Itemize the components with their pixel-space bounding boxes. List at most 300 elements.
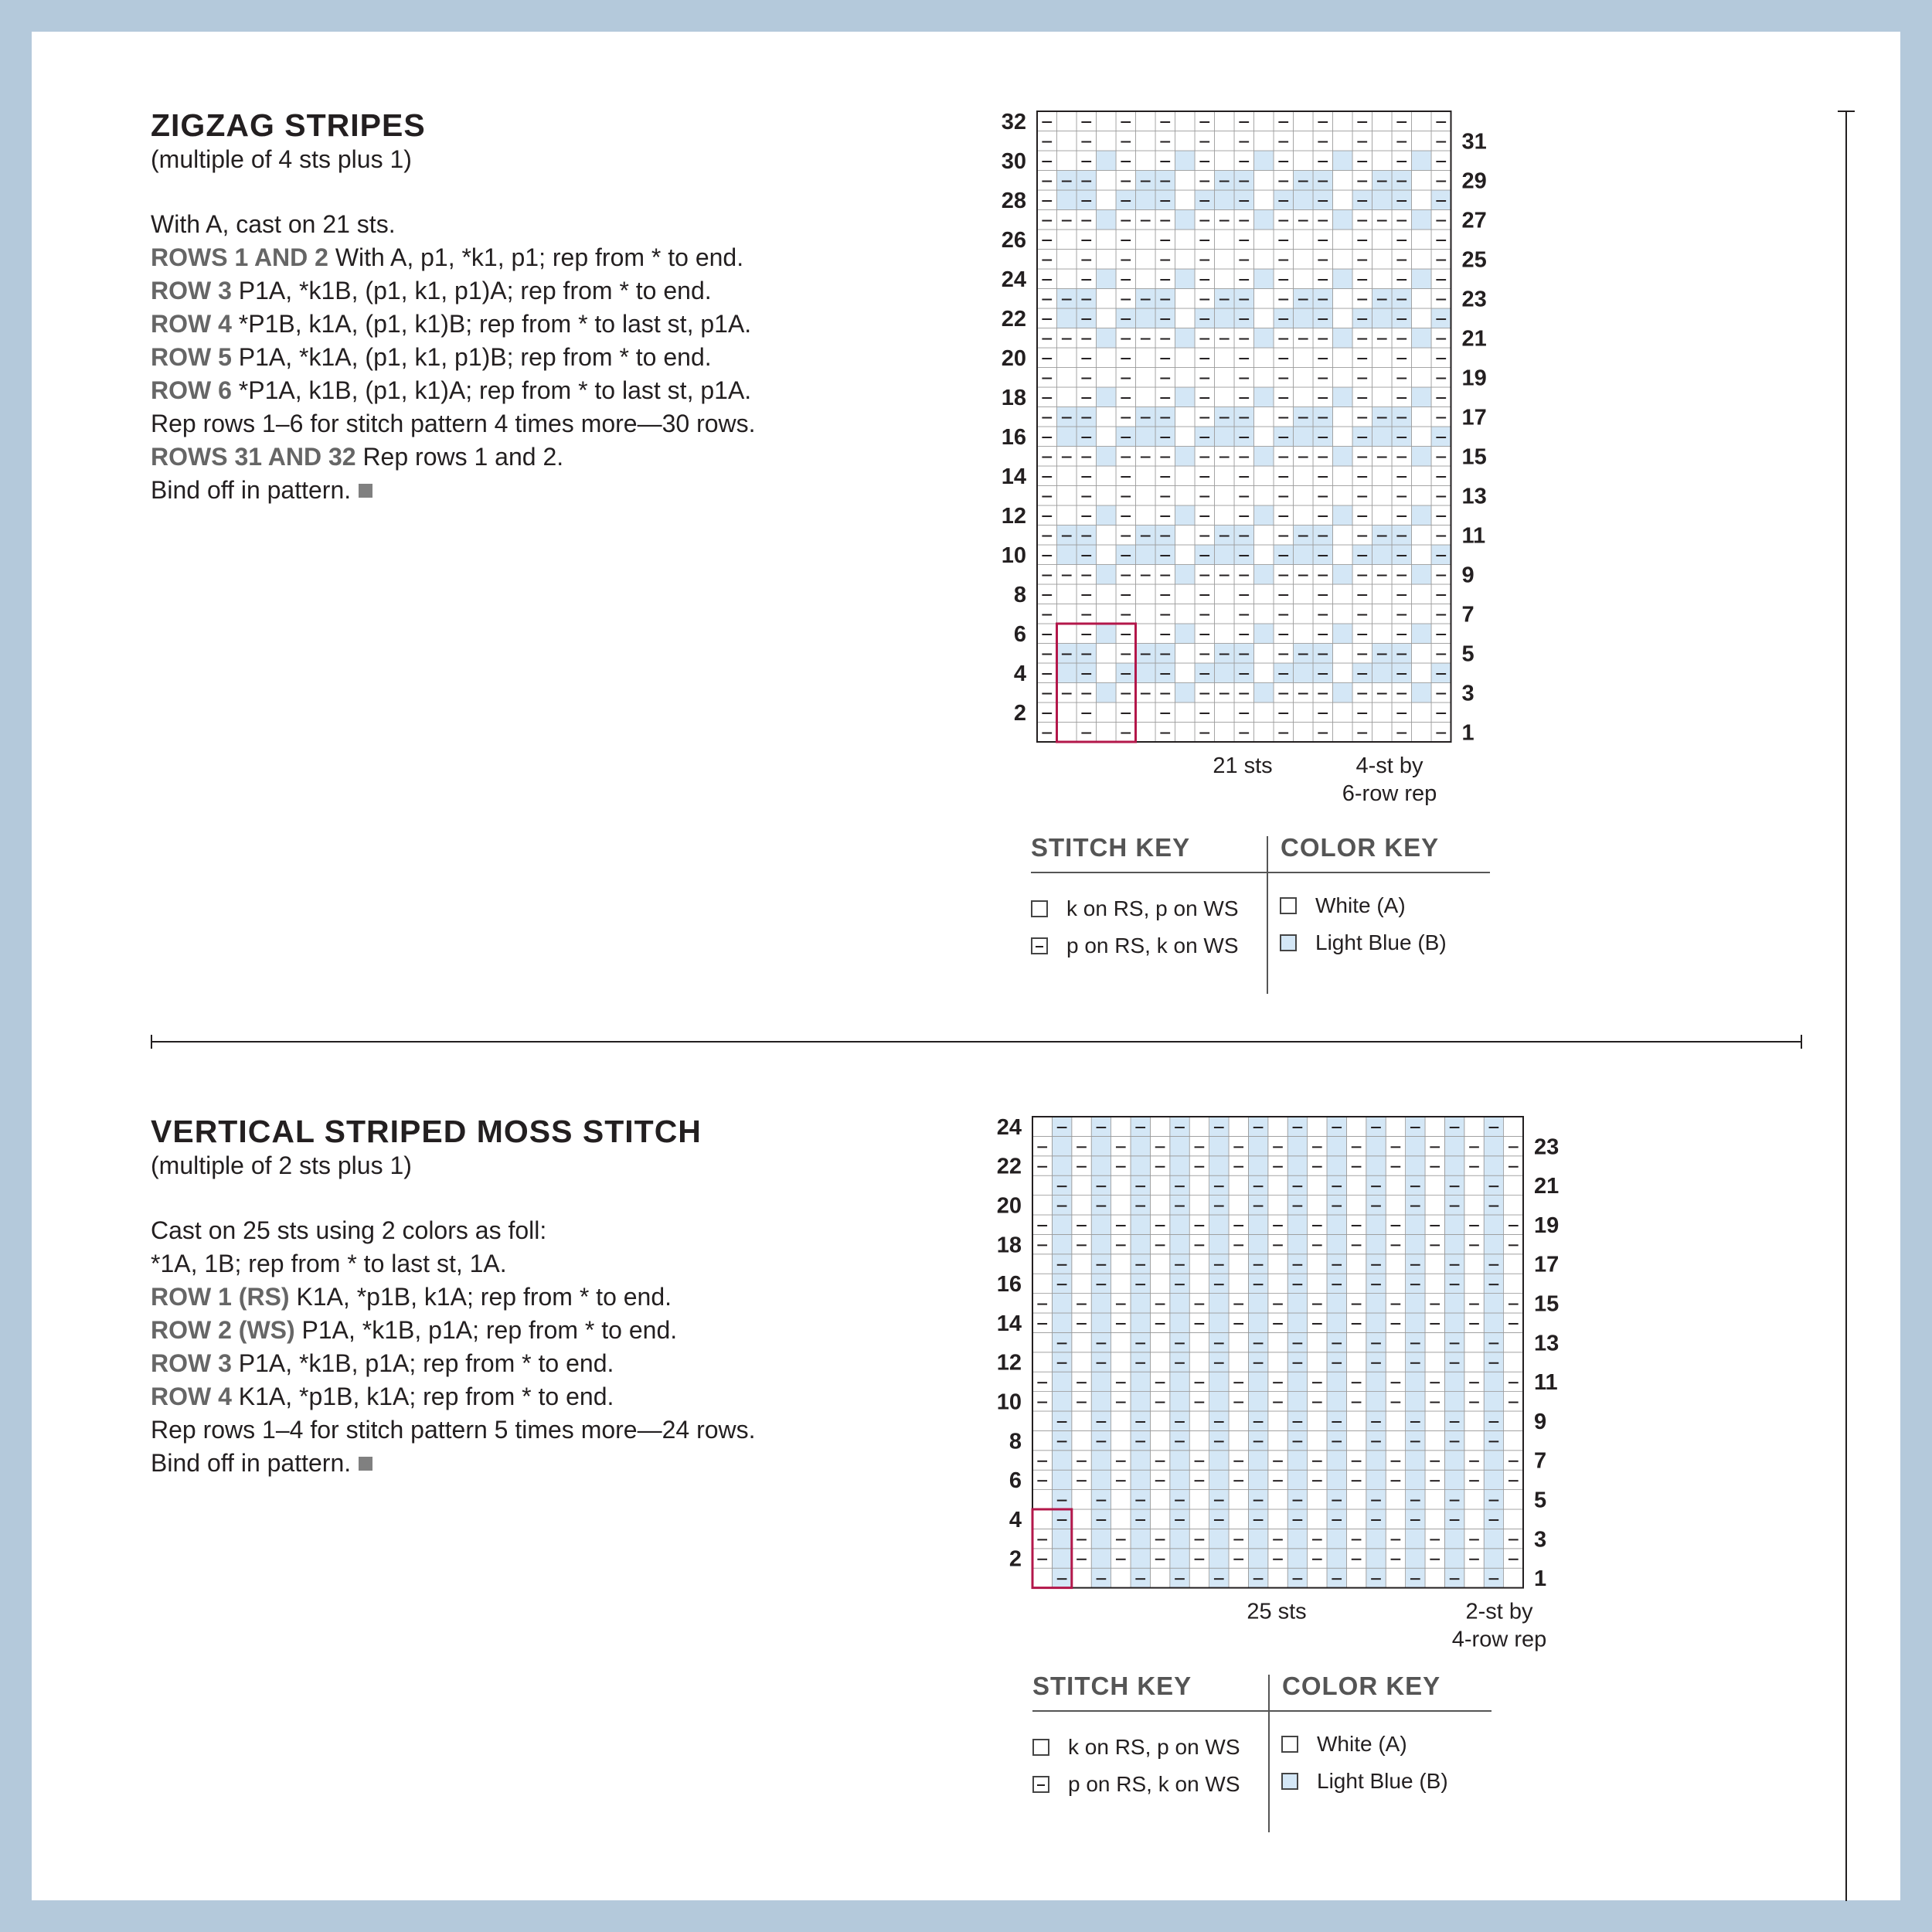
- zigzag-stitch-cell: [1352, 171, 1372, 191]
- row-number-left: 10: [996, 1389, 1022, 1415]
- zigzag-stitch-cell: [1372, 526, 1393, 546]
- moss-stitch-cell: [1484, 1470, 1503, 1489]
- zigzag-stitch-cell: [1136, 111, 1156, 131]
- moss-stitch-cell: [1287, 1568, 1307, 1587]
- zigzag-stitch-cell: [1254, 348, 1274, 368]
- moss-stitch-cell: [1287, 1254, 1307, 1274]
- moss-stitch-cell: [1052, 1352, 1071, 1372]
- zigzag-stitch-cell: [1175, 387, 1196, 407]
- zigzag-stitch-cell: [1155, 190, 1175, 210]
- moss-stitch-cell: [1150, 1313, 1169, 1332]
- zigzag-stitch-cell: [1274, 190, 1294, 210]
- zigzag-stitch-cell: [1254, 190, 1274, 210]
- row-label: ROWS 31 AND 32: [151, 443, 356, 471]
- zigzag-stitch-cell: [1372, 289, 1393, 309]
- row-number-left: 18: [996, 1233, 1022, 1258]
- zigzag-stitch-cell: [1294, 250, 1314, 270]
- zigzag-stitch-cell: [1412, 447, 1432, 467]
- moss-stitch-cell: [1131, 1470, 1150, 1489]
- color-key-heading: COLOR KEY: [1281, 833, 1440, 862]
- zigzag-stitch-cell: [1254, 368, 1274, 388]
- zigzag-stitch-cell: [1195, 348, 1215, 368]
- zigzag-stitch-cell: [1195, 486, 1215, 506]
- moss-stitch-cell: [1268, 1529, 1287, 1548]
- zigzag-stitch-cell: [1175, 308, 1196, 328]
- zigzag-stitch-cell: [1254, 683, 1274, 703]
- zigzag-stitch-cell: [1097, 171, 1117, 191]
- moss-stitch-cell: [1366, 1234, 1386, 1253]
- moss-stitch-cell: [1072, 1392, 1091, 1411]
- purl-swatch-icon: [1032, 1776, 1049, 1793]
- moss-stitch-cell: [1189, 1332, 1209, 1352]
- moss-stitch-cell: [1150, 1490, 1169, 1509]
- zigzag-stitch-cell: [1333, 526, 1353, 546]
- zigzag-stitch-cell: [1352, 663, 1372, 683]
- moss-stitch-cell: [1268, 1254, 1287, 1274]
- moss-stitch-cell: [1484, 1117, 1503, 1136]
- moss-stitch-cell: [1209, 1451, 1229, 1470]
- row-label: ROW 1 (RS): [151, 1283, 290, 1311]
- zigzag-stitch-cell: [1412, 328, 1432, 349]
- moss-stitch-cell: [1386, 1451, 1405, 1470]
- moss-stitch-cell: [1209, 1234, 1229, 1253]
- moss-stitch-cell: [1091, 1451, 1111, 1470]
- moss-stitch-cell: [1327, 1451, 1346, 1470]
- divider-cap-right: [1801, 1035, 1802, 1049]
- zigzag-stitch-cell: [1097, 604, 1117, 624]
- zigzag-stitch-cell: [1077, 604, 1097, 624]
- moss-stitch-cell: [1131, 1529, 1150, 1548]
- moss-stitch-cell: [1248, 1117, 1267, 1136]
- row-number-right: 25: [1461, 247, 1487, 273]
- moss-stitch-cell: [1406, 1215, 1425, 1234]
- moss-stitch-cell: [1425, 1411, 1444, 1430]
- moss-stitch-cell: [1189, 1254, 1209, 1274]
- zigzag-stitch-cell: [1037, 624, 1057, 644]
- zigzag-stitch-cell: [1234, 308, 1254, 328]
- moss-stitch-cell: [1248, 1332, 1267, 1352]
- moss-stitch-cell: [1091, 1430, 1111, 1450]
- row-number-left: 14: [996, 1311, 1022, 1336]
- zigzag-stitch-cell: [1431, 348, 1451, 368]
- zigzag-stitch-cell: [1175, 505, 1196, 526]
- zigzag-stitch-cell: [1294, 269, 1314, 289]
- zigzag-stitch-cell: [1116, 269, 1136, 289]
- zigzag-stitch-cell: [1136, 723, 1156, 743]
- moss-stitch-cell: [1308, 1392, 1327, 1411]
- zigzag-stitch-cell: [1274, 368, 1294, 388]
- zigzag-stitch-cell: [1116, 348, 1136, 368]
- zigzag-stitch-cell: [1431, 683, 1451, 703]
- zigzag-stitch-cell: [1313, 171, 1333, 191]
- row-number-right: 5: [1534, 1488, 1547, 1513]
- zigzag-stitch-cell: [1392, 131, 1412, 151]
- zigzag-stitch-cell: [1234, 644, 1254, 664]
- zigzag-stitch-cell: [1412, 308, 1432, 328]
- zigzag-stitch-cell: [1274, 644, 1294, 664]
- moss-stitch-cell: [1032, 1529, 1052, 1548]
- moss-stitch-cell: [1346, 1215, 1366, 1234]
- moss-stitch-cell: [1170, 1175, 1189, 1195]
- zigzag-stitch-cell: [1234, 565, 1254, 585]
- zigzag-stitch-cell: [1234, 624, 1254, 644]
- zigzag-stitch-cell: [1215, 545, 1235, 565]
- zigzag-stitch-cell: [1392, 427, 1412, 447]
- row-label: ROW 5: [151, 343, 232, 371]
- moss-stitch-cell: [1229, 1117, 1248, 1136]
- moss-stitch-cell: [1425, 1234, 1444, 1253]
- row-text: With A, p1, *k1, p1; rep from * to end.: [328, 243, 744, 271]
- zigzag-stitch-cell: [1254, 723, 1274, 743]
- moss-stitch-cell: [1504, 1175, 1523, 1195]
- zigzag-stitch-cell: [1352, 407, 1372, 427]
- moss-stitch-cell: [1366, 1175, 1386, 1195]
- zigzag-stitch-cell: [1136, 526, 1156, 546]
- moss-stitch-cell: [1346, 1411, 1366, 1430]
- zigzag-stitch-cell: [1412, 565, 1432, 585]
- moss-stitch-cell: [1366, 1294, 1386, 1313]
- zigzag-stitch-cell: [1097, 723, 1117, 743]
- moss-stitch-cell: [1170, 1117, 1189, 1136]
- moss-stitch-cell: [1072, 1156, 1091, 1175]
- zigzag-stitch-cell: [1352, 702, 1372, 723]
- zigzag-stitch-cell: [1195, 210, 1215, 230]
- zigzag-stitch-cell: [1077, 131, 1097, 151]
- moss-stitch-cell: [1366, 1215, 1386, 1234]
- zigzag-stitch-cell: [1431, 526, 1451, 546]
- zigzag-stitch-cell: [1037, 387, 1057, 407]
- moss-stitch-cell: [1327, 1294, 1346, 1313]
- moss-stitch-cell: [1484, 1215, 1503, 1234]
- moss-stitch-cell: [1131, 1352, 1150, 1372]
- moss-stitch-cell: [1248, 1234, 1267, 1253]
- row-number-left: 4: [1013, 661, 1026, 686]
- zigzag-stitch-cell: [1352, 624, 1372, 644]
- moss-stitch-cell: [1406, 1332, 1425, 1352]
- row-number-right: 11: [1461, 523, 1486, 549]
- moss-stitch-cell: [1287, 1372, 1307, 1391]
- zigzag-stitch-cell: [1412, 702, 1432, 723]
- moss-stitch-cell: [1444, 1136, 1464, 1155]
- zigzag-stitch-cell: [1037, 644, 1057, 664]
- moss-stitch-cell: [1032, 1196, 1052, 1215]
- zigzag-stitch-cell: [1037, 702, 1057, 723]
- zigzag-stitch-cell: [1313, 702, 1333, 723]
- moss-stitch-cell: [1386, 1470, 1405, 1489]
- zigzag-stitch-cell: [1294, 624, 1314, 644]
- zigzag-stitch-cell: [1294, 427, 1314, 447]
- zigzag-stitch-cell: [1431, 190, 1451, 210]
- zigzag-stitch-cell: [1352, 230, 1372, 250]
- zigzag-stitch-cell: [1431, 427, 1451, 447]
- moss-stitch-cell: [1209, 1490, 1229, 1509]
- moss-stitch-cell: [1111, 1117, 1131, 1136]
- moss-stitch-cell: [1504, 1313, 1523, 1332]
- moss-stitch-cell: [1189, 1117, 1209, 1136]
- moss-stitch-cell: [1189, 1294, 1209, 1313]
- row-number-right: 15: [1461, 444, 1487, 470]
- zigzag-stitch-cell: [1077, 663, 1097, 683]
- zigzag-stitch-cell: [1077, 505, 1097, 526]
- moss-stitch-cell: [1406, 1196, 1425, 1215]
- zigzag-stitch-cell: [1175, 565, 1196, 585]
- zigzag-stitch-cell: [1175, 683, 1196, 703]
- row-number-left: 12: [1001, 503, 1026, 529]
- moss-stitch-cell: [1425, 1175, 1444, 1195]
- moss-stitch-cell: [1229, 1430, 1248, 1450]
- moss-stitch-cell: [1346, 1313, 1366, 1332]
- moss-stitch-cell: [1308, 1234, 1327, 1253]
- moss-stitch-cell: [1111, 1529, 1131, 1548]
- moss-stitch-cell: [1209, 1313, 1229, 1332]
- moss-cast-on-2: *1A, 1B; rep from * to last st, 1A.: [151, 1250, 507, 1277]
- zigzag-stitch-cell: [1175, 644, 1196, 664]
- zigzag-stitch-cell: [1175, 348, 1196, 368]
- moss-stitch-cell: [1444, 1313, 1464, 1332]
- zigzag-stitch-cell: [1431, 447, 1451, 467]
- zigzag-stitch-cell: [1037, 604, 1057, 624]
- moss-stitch-cell: [1425, 1568, 1444, 1587]
- moss-stitch-cell: [1229, 1156, 1248, 1175]
- moss-stitch-cell: [1189, 1352, 1209, 1372]
- moss-stitch-cell: [1327, 1549, 1346, 1568]
- zigzag-stitch-cell: [1274, 387, 1294, 407]
- moss-stitch-cell: [1091, 1196, 1111, 1215]
- zigzag-stitch-cell: [1077, 565, 1097, 585]
- zigzag-title: ZIGZAG STRIPES: [151, 107, 426, 143]
- moss-stitch-cell: [1170, 1352, 1189, 1372]
- zigzag-stitch-cell: [1412, 387, 1432, 407]
- moss-stitch-cell: [1346, 1274, 1366, 1293]
- zigzag-stitch-cell: [1037, 250, 1057, 270]
- moss-stitch-cell: [1268, 1196, 1287, 1215]
- moss-stitch-cell: [1209, 1196, 1229, 1215]
- zigzag-stitch-cell: [1254, 644, 1274, 664]
- moss-stitch-cell: [1366, 1549, 1386, 1568]
- zigzag-stitch-cell: [1097, 486, 1117, 506]
- zigzag-stitch-cell: [1097, 210, 1117, 230]
- moss-stitch-cell: [1425, 1332, 1444, 1352]
- moss-stitch-cell: [1229, 1352, 1248, 1372]
- moss-stitch-cell: [1346, 1392, 1366, 1411]
- zigzag-stitch-cell: [1412, 624, 1432, 644]
- moss-stitch-cell: [1052, 1196, 1071, 1215]
- moss-stitch-cell: [1287, 1411, 1307, 1430]
- moss-stitch-cell: [1346, 1332, 1366, 1352]
- zigzag-stitch-cell: [1037, 190, 1057, 210]
- moss-stitch-cell: [1346, 1470, 1366, 1489]
- blue-swatch-icon: [1280, 934, 1297, 951]
- zigzag-stitch-cell: [1294, 230, 1314, 250]
- zigzag-stitch-cell: [1274, 131, 1294, 151]
- zigzag-stitch-cell: [1313, 604, 1333, 624]
- zigzag-stitch-cell: [1431, 644, 1451, 664]
- stitch-count-caption: 21 sts: [1213, 753, 1273, 778]
- moss-stitch-cell: [1131, 1117, 1150, 1136]
- zigzag-stitch-cell: [1136, 308, 1156, 328]
- zigzag-stitch-cell: [1116, 447, 1136, 467]
- zigzag-stitch-cell: [1352, 269, 1372, 289]
- moss-stitch-cell: [1091, 1294, 1111, 1313]
- zigzag-stitch-cell: [1097, 368, 1117, 388]
- moss-stitch-cell: [1484, 1332, 1503, 1352]
- moss-stitch-cell: [1327, 1411, 1346, 1430]
- zigzag-stitch-cell: [1057, 545, 1077, 565]
- moss-stitch-cell: [1484, 1294, 1503, 1313]
- zigzag-chart-svg: [989, 108, 1499, 811]
- zigzag-stitch-cell: [1195, 723, 1215, 743]
- moss-stitch-cell: [1248, 1430, 1267, 1450]
- moss-stitch-cell: [1268, 1372, 1287, 1391]
- zigzag-stitch-cell: [1077, 723, 1097, 743]
- zigzag-stitch-cell: [1077, 348, 1097, 368]
- zigzag-stitch-cell: [1215, 683, 1235, 703]
- zigzag-stitch-cell: [1215, 171, 1235, 191]
- color-a-label: White (A): [1317, 1732, 1407, 1756]
- zigzag-stitch-cell: [1155, 584, 1175, 604]
- zigzag-stitch-cell: [1215, 387, 1235, 407]
- moss-stitch-cell: [1287, 1509, 1307, 1529]
- moss-stitch-cell: [1111, 1352, 1131, 1372]
- moss-stitch-cell: [1406, 1352, 1425, 1372]
- zigzag-stitch-cell: [1372, 486, 1393, 506]
- zigzag-stitch-cell: [1412, 250, 1432, 270]
- zigzag-stitch-cell: [1313, 328, 1333, 349]
- knit-label: k on RS, p on WS: [1066, 896, 1239, 920]
- moss-stitch-cell: [1072, 1254, 1091, 1274]
- moss-stitch-cell: [1386, 1156, 1405, 1175]
- repeat-caption-line2: 4-row rep: [1451, 1627, 1547, 1652]
- moss-stitch-cell: [1444, 1196, 1464, 1215]
- zigzag-stitch-cell: [1412, 151, 1432, 171]
- moss-stitch-cell: [1268, 1411, 1287, 1430]
- moss-stitch-cell: [1464, 1274, 1484, 1293]
- moss-stitch-cell: [1268, 1136, 1287, 1155]
- zigzag-stitch-cell: [1155, 328, 1175, 349]
- moss-stitch-cell: [1268, 1430, 1287, 1450]
- zigzag-stitch-cell: [1333, 486, 1353, 506]
- row-text: P1A, *k1B, p1A; rep from * to end.: [294, 1316, 678, 1344]
- moss-stitch-cell: [1444, 1430, 1464, 1450]
- zigzag-stitch-cell: [1313, 190, 1333, 210]
- zigzag-stitch-cell: [1195, 111, 1215, 131]
- moss-stitch-cell: [1150, 1196, 1169, 1215]
- zigzag-stitch-cell: [1175, 407, 1196, 427]
- moss-stitch-cell: [1072, 1352, 1091, 1372]
- zigzag-stitch-cell: [1057, 230, 1077, 250]
- zigzag-stitch-cell: [1392, 171, 1412, 191]
- moss-stitch-cell: [1170, 1470, 1189, 1489]
- moss-stitch-cell: [1287, 1234, 1307, 1253]
- zigzag-stitch-cell: [1097, 131, 1117, 151]
- moss-stitch-cell: [1131, 1234, 1150, 1253]
- moss-stitch-cell: [1346, 1352, 1366, 1372]
- moss-stitch-cell: [1444, 1156, 1464, 1175]
- zigzag-stitch-cell: [1392, 111, 1412, 131]
- zigzag-stitch-cell: [1215, 308, 1235, 328]
- moss-stitch-cell: [1248, 1372, 1267, 1391]
- row-number-right: 21: [1534, 1174, 1560, 1199]
- moss-stitch-cell: [1484, 1372, 1503, 1391]
- moss-stitch-cell: [1229, 1509, 1248, 1529]
- moss-stitch-cell: [1189, 1156, 1209, 1175]
- moss-stitch-cell: [1464, 1470, 1484, 1489]
- zigzag-stitch-cell: [1313, 486, 1333, 506]
- moss-stitch-cell: [1248, 1294, 1267, 1313]
- zigzag-stitch-cell: [1175, 289, 1196, 309]
- moss-stitch-cell: [1308, 1156, 1327, 1175]
- moss-stitch-cell: [1406, 1430, 1425, 1450]
- zigzag-stitch-cell: [1057, 328, 1077, 349]
- moss-stitch-cell: [1386, 1332, 1405, 1352]
- moss-stitch-cell: [1346, 1254, 1366, 1274]
- moss-stitch-cell: [1386, 1509, 1405, 1529]
- zigzag-stitch-cell: [1136, 545, 1156, 565]
- zigzag-stitch-cell: [1274, 250, 1294, 270]
- zigzag-stitch-cell: [1215, 723, 1235, 743]
- zigzag-stitch-cell: [1037, 269, 1057, 289]
- moss-stitch-cell: [1287, 1392, 1307, 1411]
- zigzag-stitch-cell: [1234, 328, 1254, 349]
- row-number-left: 28: [1001, 188, 1026, 213]
- moss-stitch-cell: [1504, 1117, 1523, 1136]
- moss-stitch-cell: [1150, 1234, 1169, 1253]
- moss-stitch-cell: [1346, 1136, 1366, 1155]
- zigzag-stitch-cell: [1116, 526, 1136, 546]
- zigzag-stitch-cell: [1313, 565, 1333, 585]
- moss-stitch-cell: [1268, 1215, 1287, 1234]
- zigzag-stitch-cell: [1392, 190, 1412, 210]
- moss-stitch-cell: [1209, 1529, 1229, 1548]
- zigzag-stitch-cell: [1195, 702, 1215, 723]
- zigzag-stitch-cell: [1412, 269, 1432, 289]
- zigzag-stitch-cell: [1155, 250, 1175, 270]
- zigzag-stitch-cell: [1037, 663, 1057, 683]
- zigzag-stitch-cell: [1175, 702, 1196, 723]
- zigzag-stitch-cell: [1057, 131, 1077, 151]
- zigzag-stitch-cell: [1234, 526, 1254, 546]
- moss-stitch-cell: [1091, 1568, 1111, 1587]
- zigzag-stitch-cell: [1037, 447, 1057, 467]
- moss-stitch-cell: [1052, 1294, 1071, 1313]
- moss-stitch-cell: [1170, 1294, 1189, 1313]
- zigzag-stitch-cell: [1077, 171, 1097, 191]
- zigzag-stitch-cell: [1254, 407, 1274, 427]
- zigzag-stitch-cell: [1136, 210, 1156, 230]
- moss-stitch-cell: [1248, 1490, 1267, 1509]
- moss-stitch-cell: [1386, 1175, 1405, 1195]
- divider-cap-left: [151, 1035, 152, 1049]
- moss-stitch-cell: [1425, 1156, 1444, 1175]
- moss-stitch-cell: [1111, 1294, 1131, 1313]
- moss-stitch-cell: [1170, 1313, 1189, 1332]
- row-number-right: 19: [1534, 1213, 1560, 1238]
- zigzag-stitch-cell: [1352, 486, 1372, 506]
- moss-stitch-cell: [1189, 1490, 1209, 1509]
- zigzag-stitch-cell: [1372, 328, 1393, 349]
- zigzag-stitch-cell: [1254, 151, 1274, 171]
- zigzag-stitch-cell: [1057, 407, 1077, 427]
- zigzag-stitch-cell: [1372, 565, 1393, 585]
- moss-stitch-cell: [1425, 1352, 1444, 1372]
- zigzag-stitch-cell: [1392, 644, 1412, 664]
- moss-stitch-cell: [1464, 1196, 1484, 1215]
- moss-stitch-cell: [1287, 1332, 1307, 1352]
- moss-stitch-cell: [1131, 1313, 1150, 1332]
- moss-stitch-cell: [1032, 1313, 1052, 1332]
- zigzag-stitch-cell: [1352, 505, 1372, 526]
- zigzag-stitch-cell: [1431, 604, 1451, 624]
